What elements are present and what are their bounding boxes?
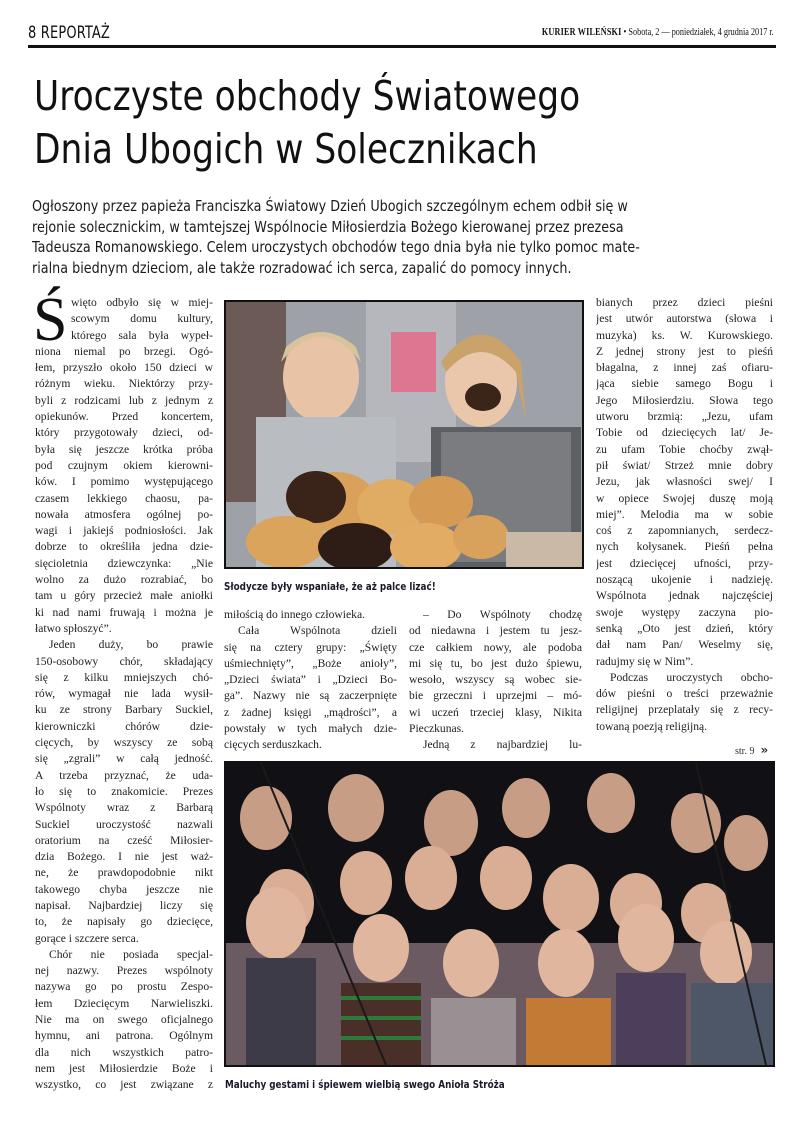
article-line: Chór nie posiada specjal- — [49, 947, 213, 961]
issue-date: Sobota, 2 — poniedziałek, 4 grudnia 2017 r. — [628, 27, 774, 38]
article-line: się z kilku mniejszych chó- — [35, 670, 213, 684]
article-line: bianych przez dzieci pieśni — [596, 296, 773, 309]
article-line: wszystko, co jest związane z — [35, 1078, 213, 1092]
article-line: jest dziecięcej ufności, przy- — [596, 556, 773, 570]
photo1-illustration — [226, 302, 582, 567]
article-line: Wspólnota jednak najczęściej — [596, 589, 773, 603]
article-line: od niedawna i jestem tu jesz- — [409, 624, 582, 638]
article-line: ło się to znakomicie. Prezes — [35, 784, 213, 798]
article-line: ga”. Nazwy nie są zaczerpnięte — [224, 689, 397, 703]
article-line: kierowniczki chórów dzie- — [35, 719, 213, 733]
article-line: Z jednej strony jest to pieśń — [596, 344, 773, 358]
running-header — [542, 27, 774, 38]
article-line: który przygotowały dzieci, od- — [35, 426, 213, 440]
article-line: Jedną z najbardziej lu- — [423, 738, 582, 752]
article-line: Suckiel uroczystość nazwali — [35, 817, 213, 831]
article-line: muzyka) ks. W. Kurowskiego. — [596, 328, 773, 342]
article-line: bie grzeczni i uprzejmi – mó- — [409, 689, 582, 703]
article-line: Jego Miłosierdziu. Słowa tego — [596, 393, 773, 407]
article-line: A trzeba przyznać, że uda- — [35, 768, 213, 782]
article-line: miłością do innego człowieka. — [224, 608, 366, 621]
article-line: nazywa go po prostu Zespo- — [35, 980, 213, 994]
article-line: zu ufam Tobie choćby zwął- — [596, 442, 773, 456]
article-line: czasem lekkiego chaosu, pa- — [35, 491, 213, 505]
article-line: ków. I pomimo występującego — [35, 475, 213, 489]
section-label: 8 REPORTAŻ — [28, 23, 111, 43]
article-line: cze całkiem nowy, ale podoba — [409, 640, 582, 654]
article-line: się na cztery grupy: „Święty — [224, 640, 397, 654]
article-line: dobrze to określiła jedna dzie- — [35, 540, 213, 554]
article-line: oratorium na cześć Miłosier- — [35, 833, 213, 847]
article-line: cięcych serduszkach. — [224, 738, 322, 752]
photo2-illustration — [226, 763, 773, 1065]
article-line: – Do Wspólnoty chodzę — [423, 608, 582, 621]
article-line: z żadnej księgi „mądrości”, a — [224, 705, 397, 719]
article-line: łem, przyszło około 150 dzieci w — [35, 361, 213, 375]
article-line: utworu brzmią: „Jezu, ufam — [596, 410, 773, 424]
article-line: ne, że prawdopodobnie nikt — [35, 866, 213, 880]
article-column-2 — [224, 607, 397, 754]
article-line: wesoło, wszyscy są wobec sie- — [409, 673, 582, 687]
article-line: sięcioletnia dziewczynka: „Nie — [35, 556, 213, 570]
article-line: to, że napisały go dziecięce, — [35, 915, 213, 929]
article-line: powstały w tych małych dzie- — [224, 722, 397, 736]
article-line: łem Dziecięcym Narwieliszki. — [35, 996, 213, 1010]
article-line: pił świat/ Strzeż mnie dobry — [596, 458, 773, 472]
article-line: uśmiechnięty”, „Boże anioły”, — [224, 656, 397, 670]
article-line: nem jest Miłosierdzie Boże i — [35, 1061, 213, 1075]
article-line: dał nam Pan/ Weselmy się, — [596, 638, 773, 652]
article-column-4 — [596, 295, 773, 735]
photo-children-eating-muffins — [224, 300, 584, 569]
article-line: jąca siebie samego Bogu i — [596, 377, 773, 391]
lead-line: rialna biednym dzieciom, ale także rozradować ich serca, zapalić do pomocy innych. — [32, 258, 572, 277]
article-line: cięcych, by wszyscy ze sobą — [35, 736, 213, 750]
article-line: Jeden duży, bo prawie — [49, 638, 213, 652]
article-line: tam u góry przecież małe aniołki — [35, 589, 213, 603]
header-rule — [28, 45, 776, 48]
article-line: wolno za dużo rozrabiać, bo — [35, 573, 213, 587]
article-line: Nie ma on swego oficjalnego — [35, 1013, 213, 1027]
article-line: Cała Wspólnota dzieli — [238, 624, 397, 638]
article-line: ki nad nami fruwają i można je — [35, 605, 213, 619]
continued-page-ref: str. 9 — [735, 746, 755, 757]
article-line: religijnej przeplatały się z recy- — [596, 703, 773, 717]
article-line: nowała atmosfera ogólnej po- — [35, 507, 213, 521]
continued-on-page — [735, 743, 768, 757]
article-line: takowego chyba jeszcze nie — [35, 882, 213, 896]
article-line: senką „Oto jest dzień, który — [596, 621, 773, 635]
article-line: Jezu, jak własności swej/ I — [596, 475, 773, 489]
article-line: się „zgrali” w całą jedność. — [35, 752, 213, 766]
article-line: ku ze strony Barbary Suckiel, — [35, 703, 213, 717]
article-line: Tobie od dziecięcych lat/ Je- — [596, 426, 773, 440]
article-line: hymnu, ani patrona. Ogólnym — [35, 1029, 213, 1043]
article-line: byli z rodzicami lub z jednym z — [35, 393, 213, 407]
header-separator: • — [623, 27, 627, 38]
article-line: scowym domu kultury, — [71, 312, 213, 326]
article-line: noszącą ukojenie i nadzieję. — [596, 573, 773, 587]
article-line: mi się tu, bo jest dużo śpiewu, — [409, 656, 582, 670]
article-line: Pieczkunas. — [409, 722, 465, 736]
lead-line: Ogłoszony przez papieża Franciszka Światowy Dzień Ubogich szczególnym echem odbił się w — [32, 197, 628, 215]
article-line: rów, wymagał nie lada wysił- — [35, 687, 213, 701]
article-line: w opiece Swojej duszę moją — [596, 491, 773, 505]
article-column-3 — [409, 607, 582, 754]
photo1-caption: Słodycze były wspaniałe, że aż palce lizać! — [224, 580, 436, 593]
photo-children-choir — [224, 761, 775, 1067]
article-line: napisał. Najbardziej liczy się — [35, 898, 213, 912]
article-line: jest utwór autorstwa (słowa i — [596, 312, 773, 326]
drop-cap: Ś — [33, 286, 68, 354]
article-line: miej”. Melodia ma w sobie — [596, 507, 773, 521]
article-headline — [34, 70, 656, 176]
article-line: różnym wieku. Niektórzy przy- — [35, 377, 213, 391]
article-line: wagi i jakiejś podniosłości. Jak — [35, 524, 213, 538]
lead-line: Tadeusza Romanowskiego. Celem uroczystych obchodów tego dnia była nie tylko pomoc mate- — [32, 238, 640, 256]
article-line: opiekunów. Przed koncertem, — [35, 410, 213, 424]
article-line: dla nich wszystkich patro- — [35, 1045, 213, 1059]
article-line: dów pieśni o treści przeważnie — [596, 687, 773, 701]
article-line: nych kołysanek. Pieśń pełna — [596, 540, 773, 554]
article-line: łatwo spłoszyć”. — [35, 621, 112, 635]
article-line: Podczas uroczystych obcho- — [610, 670, 773, 684]
headline-line-2: Dnia Ubogich w Solecznikach — [34, 125, 538, 173]
article-line: pod czujnym okiem kierowni- — [35, 458, 213, 472]
double-chevron-right-icon: » — [760, 743, 769, 757]
headline-line-1: Uroczyste obchody Światowego — [34, 72, 581, 120]
lead-line: rejonie solecznickim, w tamtejszej Wspólnocie Miłosierdzia Bożego kierowanej przez prezesa — [32, 217, 624, 236]
article-line: „Dzieci świata” i „Dzieci Bo- — [224, 673, 397, 687]
article-line: była się jeszcze krótka próba — [35, 442, 213, 456]
article-line: nej nazwy. Prezes wspólnoty — [35, 964, 213, 978]
article-column-1 — [33, 286, 213, 1094]
article-line: 150-osobowy chór, składający — [35, 654, 213, 668]
article-line: gorące i szczere serca. — [35, 931, 139, 945]
article-line: błagalna, z innej zaś ofiaru- — [596, 361, 773, 375]
article-line: wi uczeń trzeciej klasy, Nikita — [409, 705, 582, 719]
article-line: którego sala była wypeł- — [71, 328, 213, 342]
article-line: towaną poezją religijną. — [596, 719, 708, 733]
article-line: niona niemal po brzegi. Ogó- — [35, 344, 213, 358]
publication-name: KURIER WILEŃSKI — [542, 27, 622, 38]
article-line: swoje występy zaczyna pio- — [596, 605, 773, 619]
article-line: więto odbyło się w miej- — [71, 296, 213, 309]
article-line: radujmy się w Nim”. — [596, 654, 694, 668]
article-lead — [32, 196, 771, 278]
article-line: dzia Bożego. I nie jest waż- — [35, 850, 213, 864]
article-line: Wspólnoty wraz z Barbarą — [35, 801, 213, 815]
photo2-caption: Maluchy gestami i śpiewem wielbią swego Anioła Stróża — [225, 1078, 505, 1091]
article-line: coś z zapomnianych, serdecz- — [596, 524, 773, 538]
